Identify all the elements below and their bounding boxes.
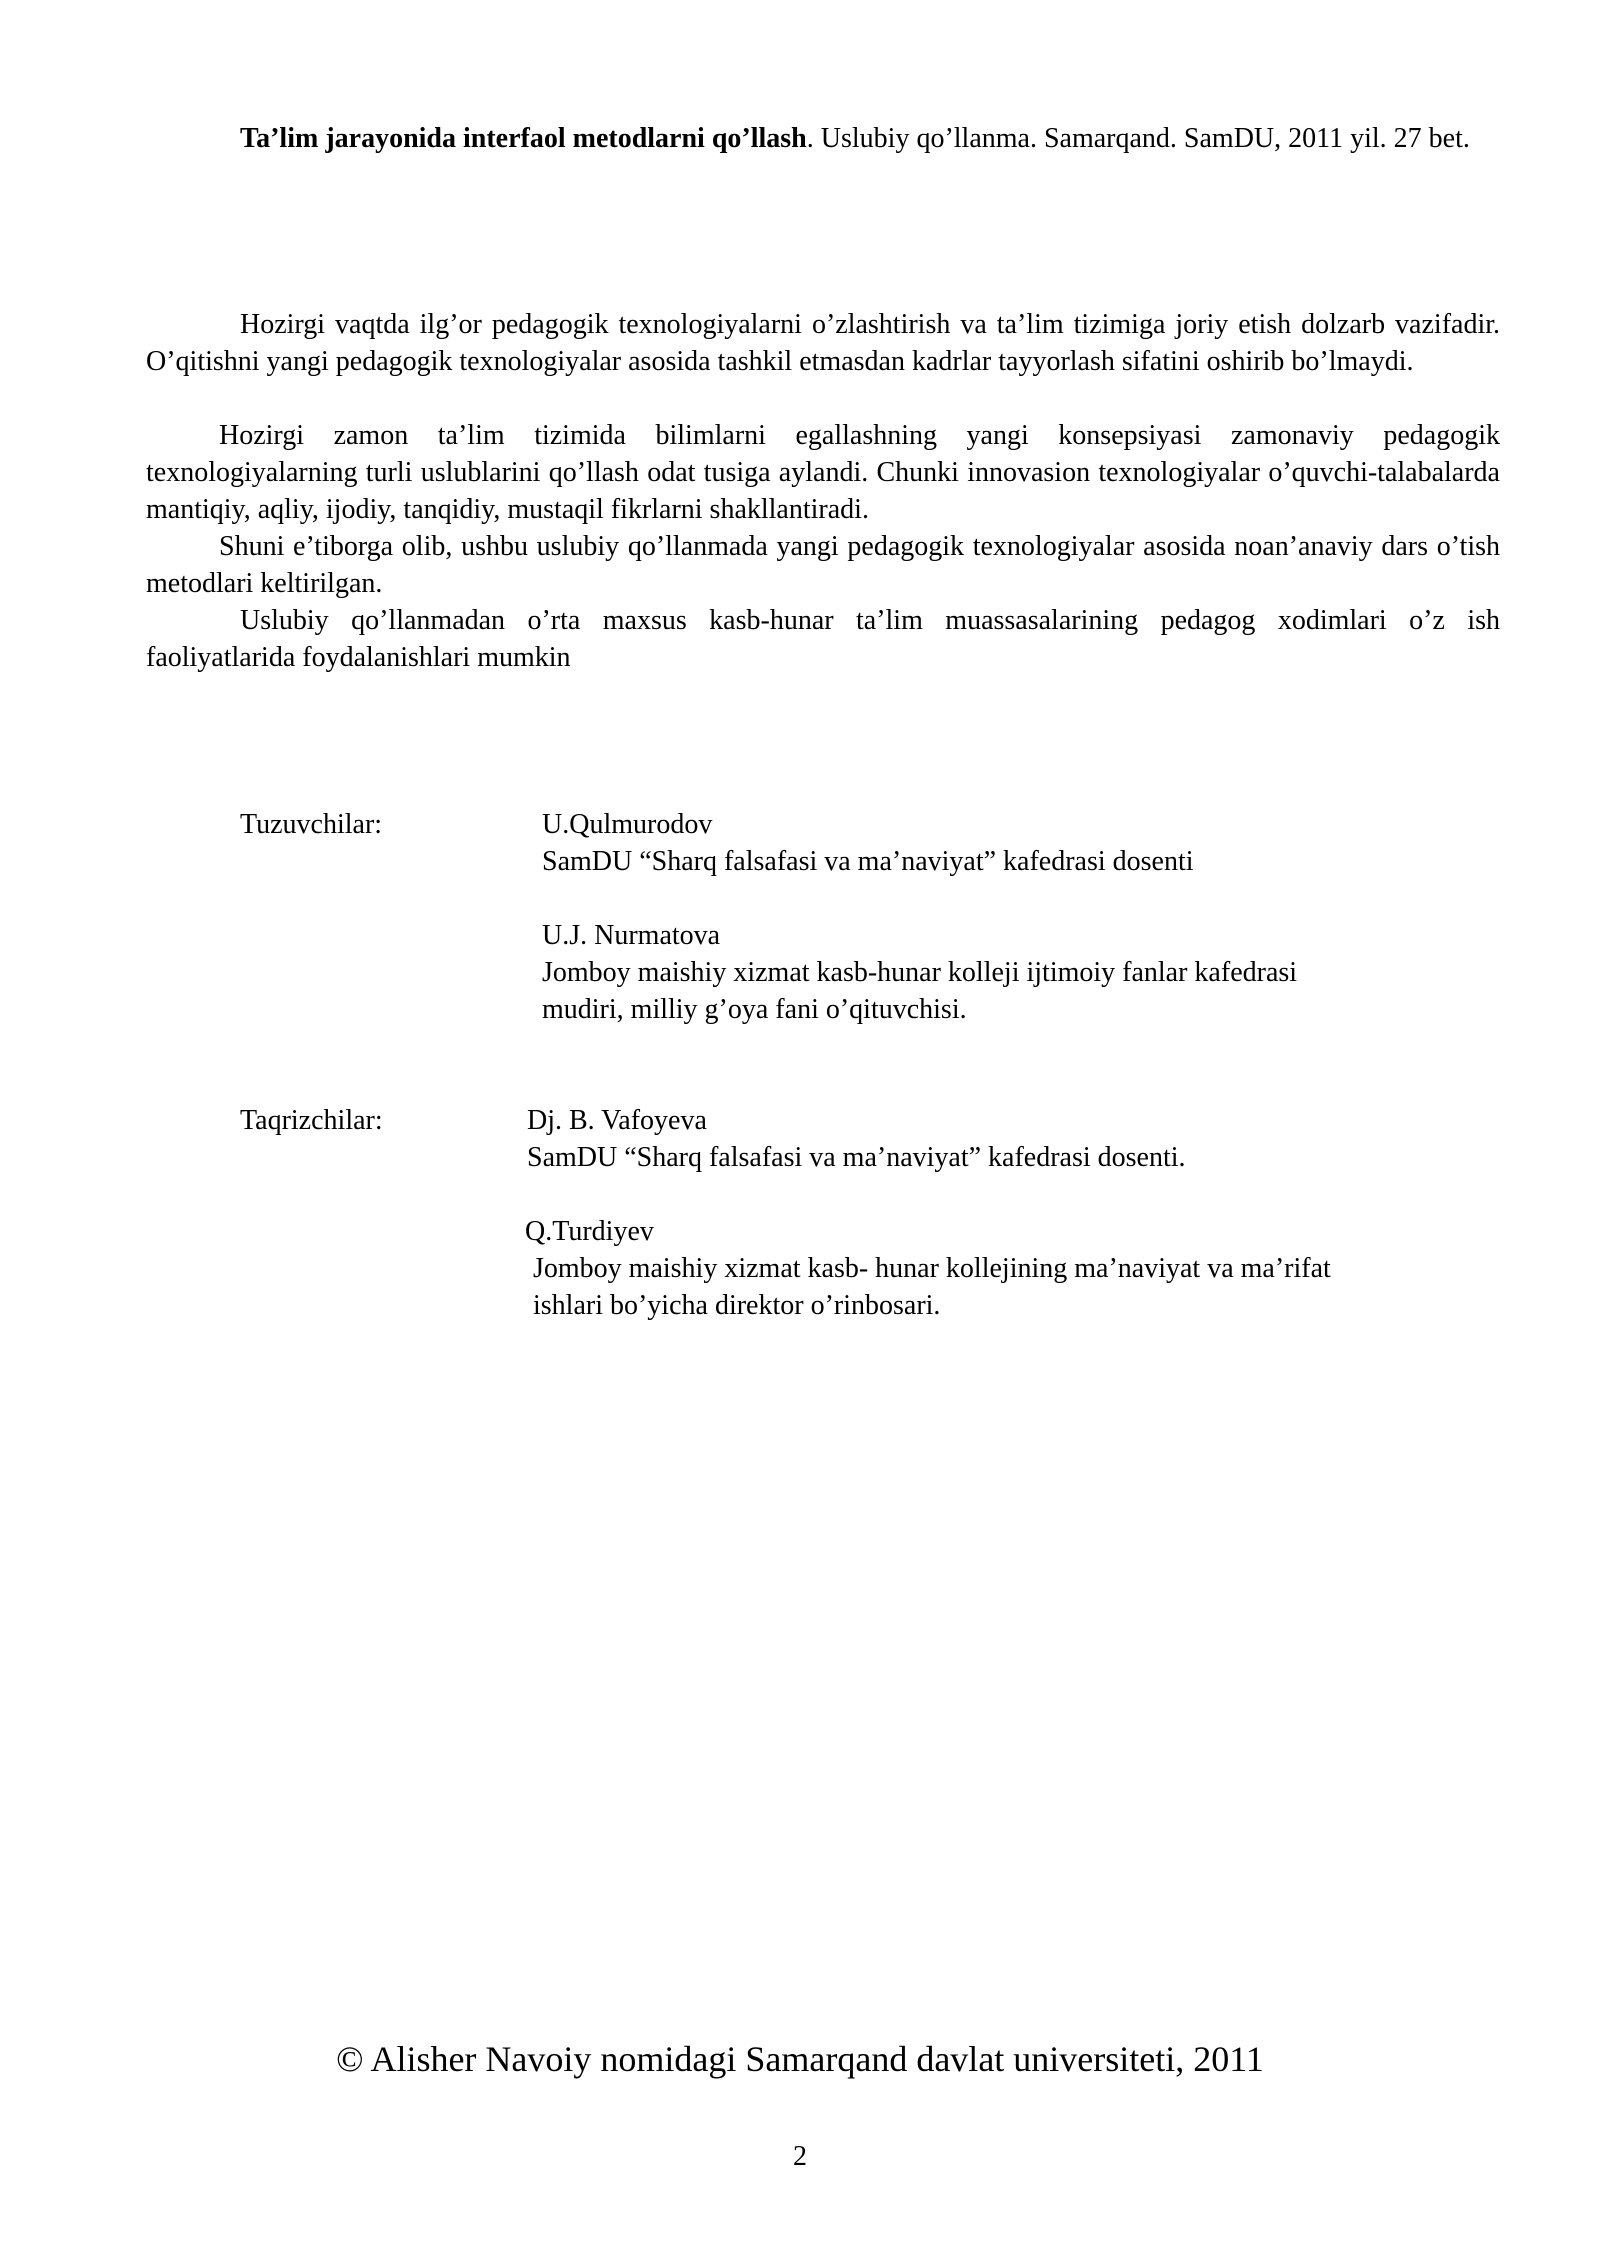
- abstract-paragraph-4: Uslubiy qo’llanmadan o’rta maxsus kasb-hunar ta’lim muassasalarining pedagog xodimlari o’z ish faoliyatlarida foydalanishlari mumkin: [146, 605, 1500, 673]
- page-number: 2: [793, 2141, 807, 2172]
- reviewer-name: Q.Turdiyev: [525, 1216, 654, 1247]
- author-name: U.J. Nurmatova: [542, 920, 721, 951]
- author-affiliation: mudiri, milliy g’oya fani o’qituvchisi.: [542, 994, 967, 1025]
- reviewer-entry: [525, 1213, 1331, 1324]
- reviewer-entry: [527, 1102, 1186, 1176]
- reference-details: . Uslubiy qo’llanma. Samarqand. SamDU, 2011 yil. 27 bet.: [806, 123, 1470, 154]
- abstract-paragraph-2: Hozirgi zamon ta’lim tizimida bilimlarni egallashning yangi konsepsiyasi zamonaviy pedagogik texnologiyalarning turli uslublarini qo’llash odat tusiga aylandi. Chunki innovasion texnologiyalar o’quvchi-talabalarda mantiqiy, aqliy, ijodiy, tanqidiy, mustaqil fikrlarni shakllantiradi.: [146, 420, 1500, 525]
- reference-title: Ta’lim jarayonida interfaol metodlarni qo’llash: [240, 123, 807, 154]
- author-affiliation: SamDU “Sharq falsafasi va ma’naviyat” kafedrasi dosenti: [542, 846, 1194, 877]
- authors-label: Tuzuvchilar:: [240, 809, 383, 840]
- author-name: U.Qulmurodov: [542, 809, 713, 840]
- author-affiliation: Jomboy maishiy xizmat kasb-hunar kolleji ijtimoiy fanlar kafedrasi: [542, 957, 1298, 988]
- abstract-paragraph-3: Shuni e’tiborga olib, ushbu uslubiy qo’llanmada yangi pedagogik texnologiyalar asosida noan’anaviy dars o’tish metodlari keltirilgan.: [146, 531, 1500, 599]
- author-entry: [542, 917, 1297, 1028]
- reviewer-affiliation: Jomboy maishiy xizmat kasb- hunar kollejining ma’naviyat va ma’rifat: [533, 1253, 1331, 1284]
- reviewer-name: Dj. B. Vafoyeva: [527, 1105, 707, 1136]
- reviewers-label: Taqrizchilar:: [240, 1105, 383, 1136]
- reviewer-affiliation: SamDU “Sharq falsafasi va ma’naviyat” kafedrasi dosenti.: [527, 1142, 1186, 1173]
- bibliographic-reference: [146, 120, 1500, 157]
- copyright-notice: © Alisher Navoiy nomidagi Samarqand davlat universiteti, 2011: [336, 2039, 1264, 2079]
- abstract-paragraph-1: Hozirgi vaqtda ilg’or pedagogik texnologiyalarni o’zlashtirish va ta’lim tizimiga joriy etish dolzarb vazifadir. O’qitishni yangi pedagogik texnologiyalar asosida tashkil etmasdan kadrlar tayyorlash sifatini oshirib bo’lmaydi.: [146, 309, 1500, 377]
- author-entry: [542, 806, 1194, 880]
- reviewer-affiliation: ishlari bo’yicha direktor o’rinbosari.: [533, 1290, 941, 1321]
